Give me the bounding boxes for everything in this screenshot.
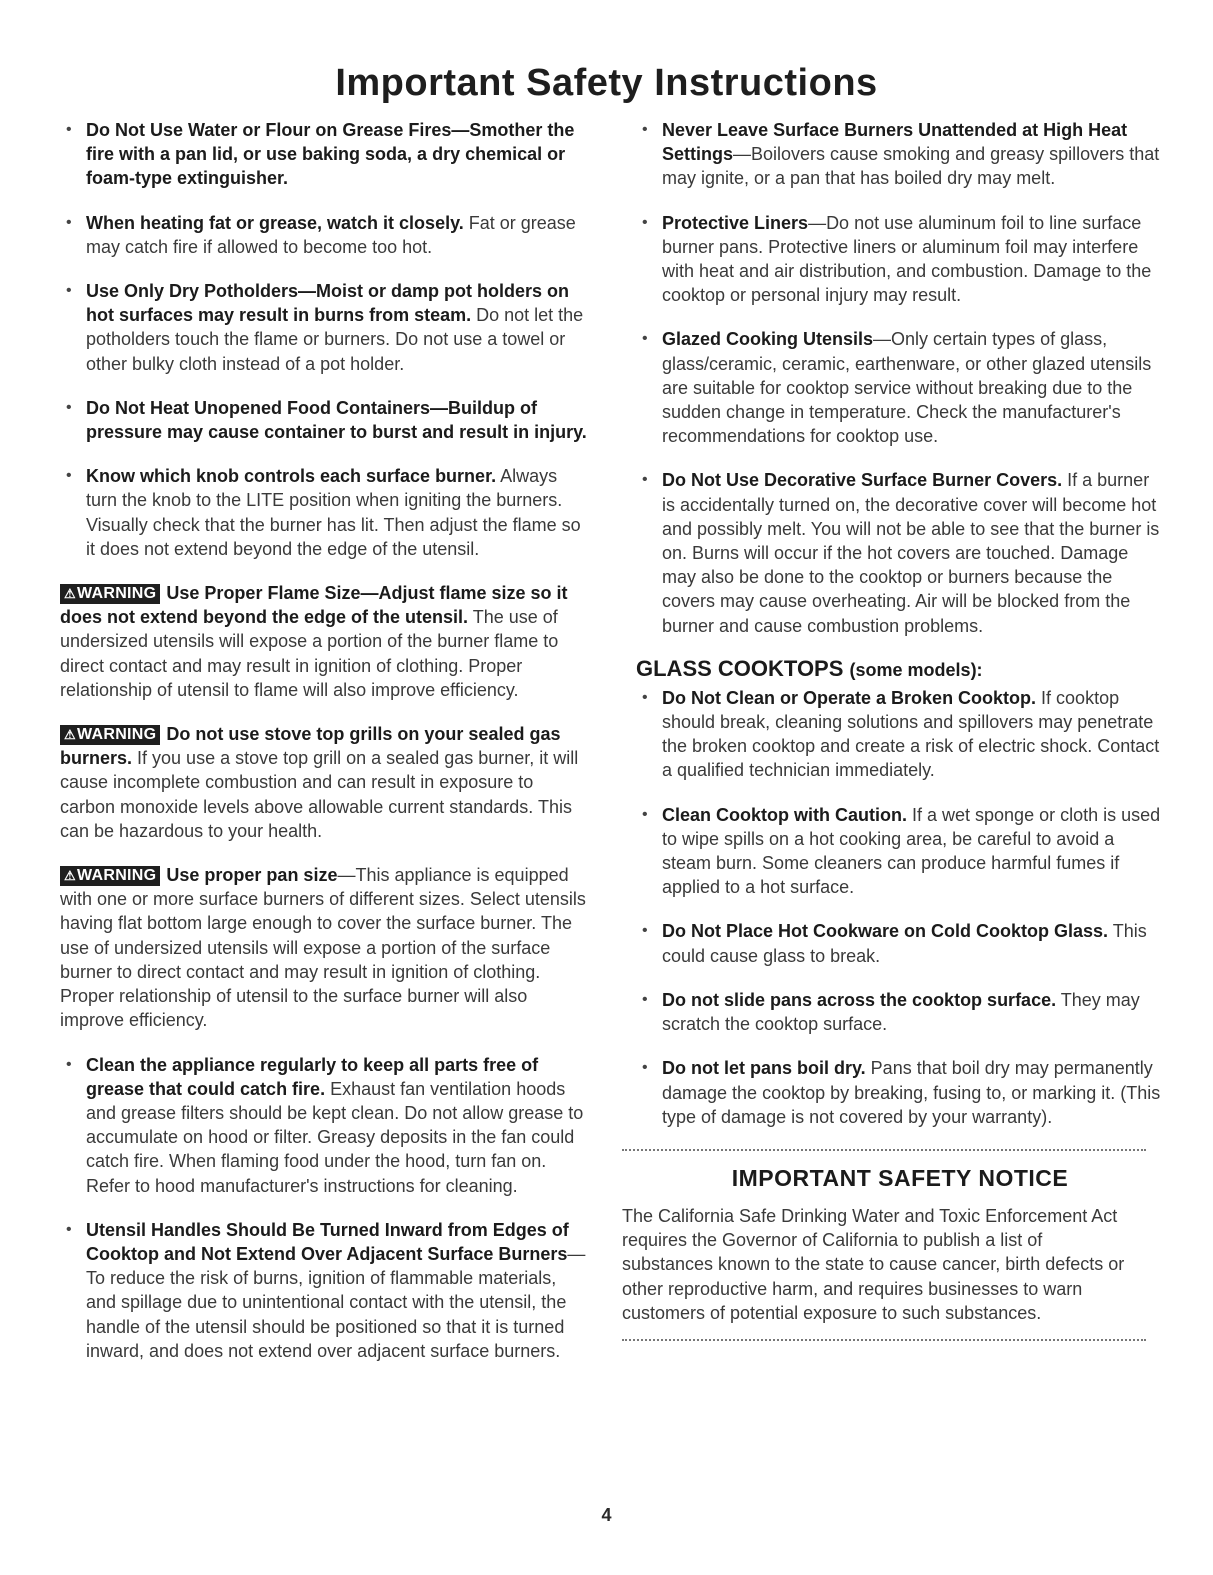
warning-badge: ⚠WARNING [60,866,160,886]
list-item: • Clean the appliance regularly to keep all parts free of grease that could catch fire. Exhaust fan ventilation hoods and grease filters should be kept clean. Do not allow grease to accumulate on hood or filter. Greasy deposits in the fan could catch fire. When flaming food under the hood, turn fan on. Refer to hood manufacturer's instructions for cleaning. [60,1053,588,1198]
list-item: • Do Not Use Decorative Surface Burner Covers. If a burner is accidentally turned on, the decorative cover will become hot and possibly melt. You will not be able to see that the burner is on. Burns will occur if the hot covers are touched. Damage may also be done to the cooktop or burners because the covers may cause overheating. Air will be blocked from the burner and cause combustion problems. [636,468,1164,637]
page-title: Important Safety Instructions [335,62,878,104]
list-item: • Do not slide pans across the cooktop surface. They may scratch the cooktop surface. [636,988,1164,1036]
list-item: • When heating fat or grease, watch it closely. Fat or grease may catch fire if allowed to become too hot. [60,211,588,259]
notice-top-divider [622,1149,1146,1151]
list-item: • Glazed Cooking Utensils—Only certain types of glass, glass/ceramic, ceramic, earthenware, or other glazed utensils are suitable for cooktop service without breaking due to the sudden change in temperature. Check the manufacturer's recommendations for cooktop use. [636,327,1164,448]
left-column [60,118,588,1383]
list-item: • Do Not Use Water or Flour on Grease Fires—Smother the fire with a pan lid, or use baking soda, a dry chemical or foam-type extinguisher. [60,118,588,191]
list-item: • Do not let pans boil dry. Pans that boil dry may permanently damage the cooktop by breaking, fusing to, or marking it. (This type of damage is not covered by your warranty). [636,1056,1164,1129]
list-item: • Know which knob controls each surface burner. Always turn the knob to the LITE position when igniting the burners. Visually check that the burner has lit. Then adjust the flame so it does not extend beyond the edge of the utensil. [60,464,588,561]
notice-text: The California Safe Drinking Water and Toxic Enforcement Act requires the Governor of California to publish a list of substances known to the state to cause cancer, birth defects or other reproductive harm, and requires businesses to warn customers of potential exposure to such substances. [622,1205,1125,1323]
list-item: • Protective Liners—Do not use aluminum foil to line surface burner pans. Protective liners or aluminum foil may interfere with heat and air distribution, and combustion. Damage to the cooktop or personal injury may result. [636,211,1164,308]
list-item: • Utensil Handles Should Be Turned Inward from Edges of Cooktop and Not Extend Over Adjacent Surface Burners—To reduce the risk of burns, ignition of flammable materials, and spillage due to unintentional contact with the utensil, the handle of the utensil should be positioned so that it is turned inward, and does not extend over adjacent surface burners. [60,1218,588,1363]
list-item: • Do Not Clean or Operate a Broken Cooktop. If cooktop should break, cleaning solutions and spillovers may penetrate the broken cooktop and create a risk of electric shock. Contact a qualified technician immediately. [636,686,1164,783]
warning-triangle-icon: ⚠ [64,586,76,602]
right-column [622,118,1164,1341]
warning-triangle-icon: ⚠ [64,727,76,743]
list-item: • Do Not Heat Unopened Food Containers—Buildup of pressure may cause container to burst and result in injury. [60,396,588,444]
list-item: • Clean Cooktop with Caution. If a wet sponge or cloth is used to wipe spills on a hot cooking area, be careful to avoid a steam burn. Some cleaners can produce harmful fumes if applied to a hot surface. [636,803,1164,900]
notice-bottom-divider [622,1339,1146,1341]
notice-title: IMPORTANT SAFETY NOTICE [731,1164,1069,1191]
warning-item-grills: ⚠WARNING Do not use stove top grills on your sealed gas burners. If you use a stove top grill on a sealed gas burner, it will cause incomplete combustion and can result in exposure to carbon monoxide levels above allowable current standards. This can be hazardous to your health. [60,724,579,841]
page-number: 4 [601,1505,612,1525]
warning-item-flame-size: ⚠WARNING Use Proper Flame Size—Adjust flame size so it does not extend beyond the edge of the utensil. The use of undersized utensils will expose a portion of the burner flame to direct contact and may result in ignition of clothing. Proper relationship of utensil to flame will also improve efficiency. [60,583,568,700]
list-item: • Use Only Dry Potholders—Moist or damp pot holders on hot surfaces may result in burns from steam. Do not let the potholders touch the flame or burners. Do not use a towel or other bulky cloth instead of a pot holder. [60,279,588,376]
glass-cooktops-heading: GLASS COOKTOPS (some models): [636,655,983,681]
warning-badge: ⚠WARNING [60,725,160,745]
list-item: • Never Leave Surface Burners Unattended at High Heat Settings—Boilovers cause smoking and greasy spillovers that may ignite, or a pan that has boiled dry may melt. [636,118,1164,191]
warning-badge: ⚠WARNING [60,584,160,604]
warning-item-pan-size: ⚠WARNING Use proper pan size—This appliance is equipped with one or more surface burners of different sizes. Select utensils having flat bottom large enough to cover the surface burner. The use of undersized utensils will expose a portion of the surface burner to direct contact and may result in ignition of clothing. Proper relationship of utensil to the surface burner will also improve efficiency. [60,865,586,1031]
list-item: • Do Not Place Hot Cookware on Cold Cooktop Glass. This could cause glass to break. [636,919,1164,967]
warning-triangle-icon: ⚠ [64,868,76,884]
